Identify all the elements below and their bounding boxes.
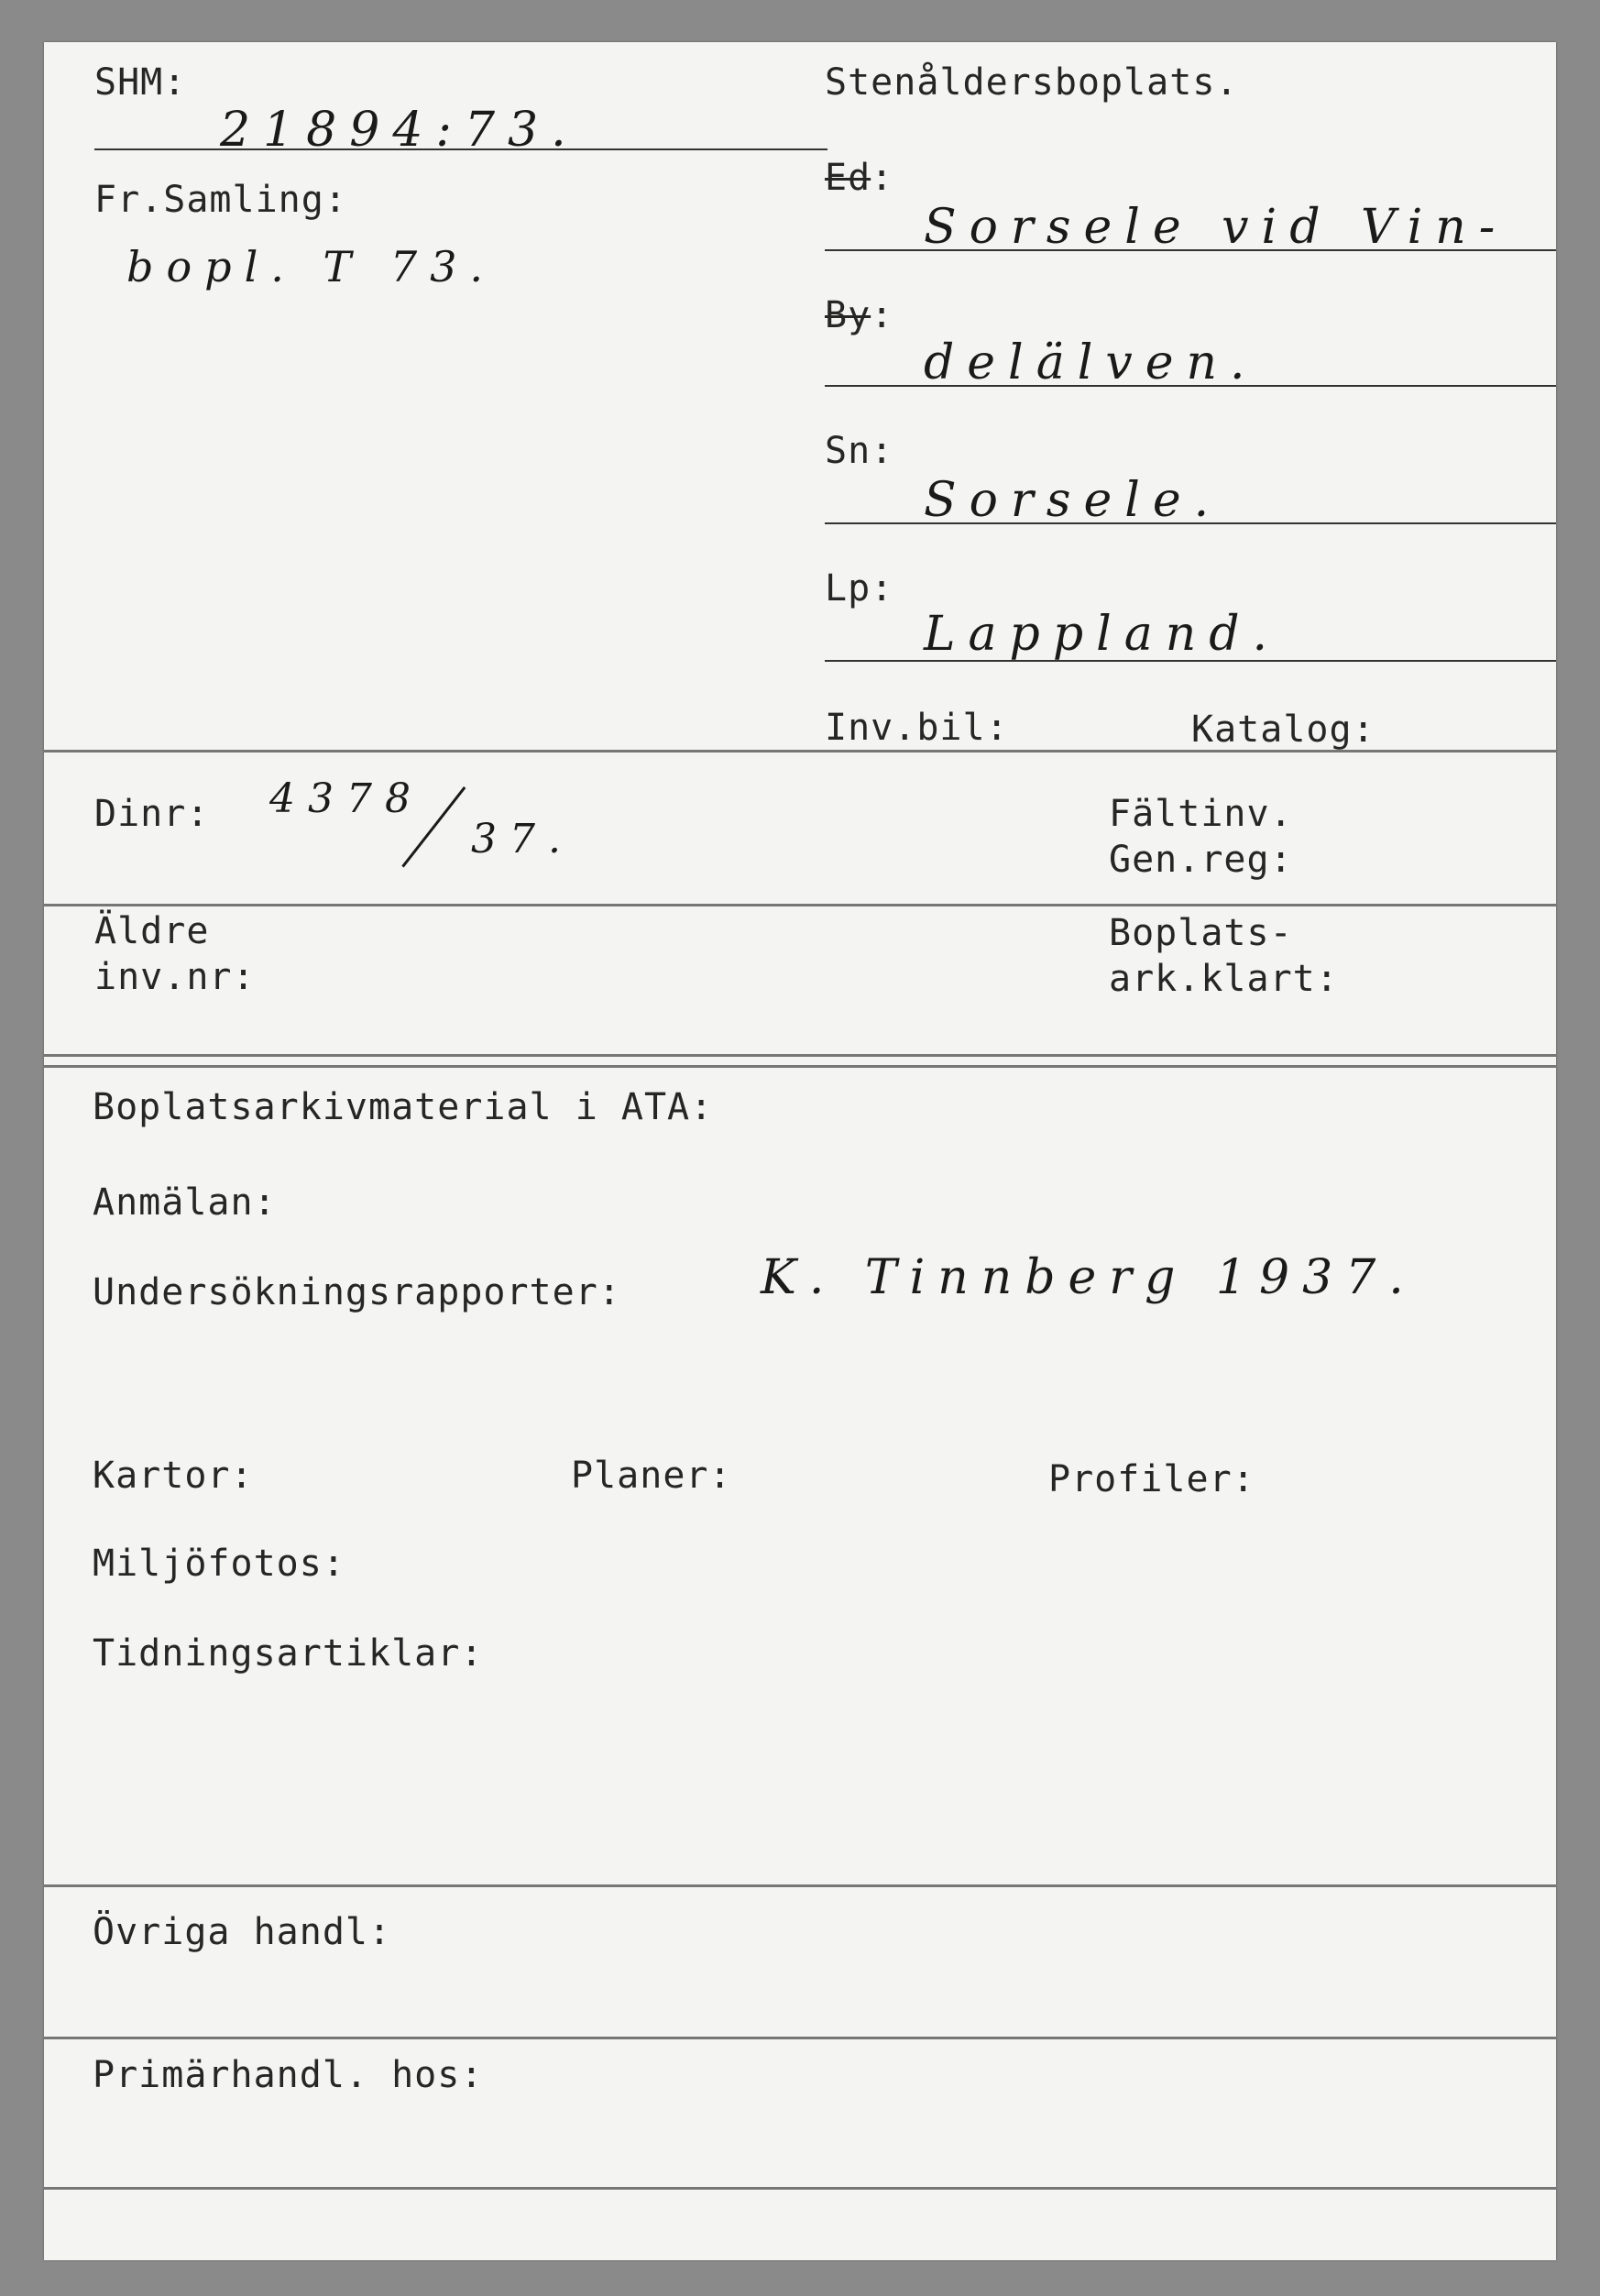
inv-bil-label: Inv.bil: bbox=[825, 707, 1009, 749]
fr-samling-label: Fr.Samling: bbox=[94, 179, 347, 221]
shm-underline bbox=[94, 148, 827, 150]
shm-value: 21894:73. bbox=[220, 103, 579, 158]
ed-underline bbox=[825, 249, 1556, 251]
by-underline bbox=[825, 385, 1556, 387]
faltinv-label: Fältinv. bbox=[1109, 793, 1293, 835]
tidning-label: Tidningsartiklar: bbox=[93, 1632, 484, 1675]
ed-value: Sorsele vid Vin- bbox=[924, 200, 1508, 255]
fr-samling-value: bopl. T 73. bbox=[126, 242, 497, 291]
by-label: By bbox=[825, 294, 871, 336]
genreg-label: Gen.reg: bbox=[1109, 839, 1293, 881]
section-divider-6 bbox=[44, 2187, 1556, 2190]
boplats-label: Boplats- bbox=[1109, 912, 1293, 954]
section-divider-2 bbox=[44, 904, 1556, 906]
by-field bbox=[825, 294, 894, 336]
invnr-label: inv.nr: bbox=[94, 956, 256, 998]
sn-underline bbox=[825, 522, 1556, 524]
planer-label: Planer: bbox=[571, 1455, 732, 1497]
dinr-denominator: 37. bbox=[471, 816, 574, 862]
section-divider-4 bbox=[44, 1884, 1556, 1887]
lp-underline bbox=[825, 660, 1556, 662]
lp-value: Lappland. bbox=[924, 607, 1281, 662]
kartor-label: Kartor: bbox=[93, 1455, 254, 1497]
shm-label: SHM: bbox=[94, 61, 187, 104]
ed-label: Ed bbox=[825, 157, 871, 199]
dinr-numerator: 4378 bbox=[269, 775, 423, 822]
arkklart-label: ark.klart: bbox=[1109, 958, 1339, 1000]
primar-label: Primärhandl. hos: bbox=[93, 2054, 484, 2096]
ed-field bbox=[825, 157, 894, 199]
katalog-label: Katalog: bbox=[1191, 709, 1375, 751]
by-colon: : bbox=[871, 294, 894, 336]
aldre-label: Äldre bbox=[94, 910, 210, 952]
lp-label: Lp: bbox=[825, 567, 894, 610]
undersok-value: K. Tinnberg 1937. bbox=[761, 1250, 1417, 1305]
ed-colon: : bbox=[871, 157, 894, 199]
sn-label: Sn: bbox=[825, 430, 894, 472]
undersok-label: Undersökningsrapporter: bbox=[93, 1271, 621, 1313]
section-divider-3a bbox=[44, 1054, 1556, 1057]
anmalan-label: Anmälan: bbox=[93, 1181, 277, 1224]
type-label: Stenåldersboplats. bbox=[825, 61, 1239, 104]
section-divider-5 bbox=[44, 2037, 1556, 2039]
dinr-label: Dinr: bbox=[94, 793, 210, 835]
profiler-label: Profiler: bbox=[1048, 1458, 1255, 1500]
sn-value: Sorsele. bbox=[924, 473, 1222, 528]
archive-heading: Boplatsarkivmaterial i ATA: bbox=[93, 1086, 714, 1128]
miljofotos-label: Miljöfotos: bbox=[93, 1543, 345, 1585]
section-divider-3b bbox=[44, 1065, 1556, 1068]
ovriga-label: Övriga handl: bbox=[93, 1911, 392, 1953]
by-value: delälven. bbox=[924, 335, 1258, 390]
section-divider-1 bbox=[44, 750, 1556, 753]
index-card bbox=[44, 42, 1556, 2260]
